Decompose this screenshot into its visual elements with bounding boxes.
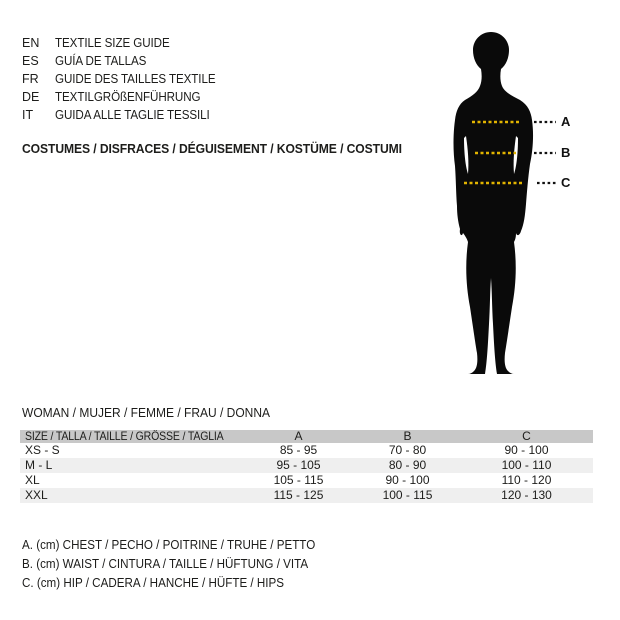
language-code: ES <box>22 54 39 68</box>
waist-cell: 100 - 115 <box>382 488 433 502</box>
size-cell: XL <box>25 473 40 487</box>
hip-label: C <box>561 175 571 190</box>
waist-column-header: B <box>403 430 412 443</box>
chest-cell: 95 - 105 <box>276 458 321 472</box>
hip-column-header: C <box>522 430 531 443</box>
language-code: IT <box>22 108 34 122</box>
chest-cell: 105 - 115 <box>273 473 324 487</box>
size-cell: XS - S <box>25 443 60 457</box>
language-code: EN <box>22 36 40 50</box>
table-row-m-l <box>20 458 593 473</box>
language-row-de <box>22 88 228 106</box>
woman-silhouette <box>454 32 534 374</box>
waist-label: B <box>561 145 571 160</box>
waist-cell: 90 - 100 <box>385 473 430 487</box>
table-row-xs-s <box>20 443 593 458</box>
chest-column-header: A <box>294 430 303 443</box>
woman-silhouette-figure <box>430 20 620 400</box>
language-label: GUÍA DE TALLAS <box>55 54 147 68</box>
language-row-fr <box>22 70 228 88</box>
hip-cell: 120 - 130 <box>501 488 552 502</box>
size-column-header-text: SIZE / TALLA / TAILLE / GRÖSSE / TAGLIA <box>25 430 224 443</box>
language-row-en <box>22 34 228 52</box>
language-label: GUIDA ALLE TAGLIE TESSILI <box>55 108 210 122</box>
section-title-woman: WOMAN / MUJER / FEMME / FRAU / DONNA <box>22 406 271 420</box>
chest-cell: 115 - 125 <box>273 488 324 502</box>
language-label: TEXTILE SIZE GUIDE <box>55 36 170 50</box>
size-cell: M - L <box>25 458 53 472</box>
size-table-header-row <box>20 430 593 443</box>
waist-cell: 70 - 80 <box>388 443 427 457</box>
size-column-header <box>20 430 242 443</box>
language-guide-list <box>22 34 228 124</box>
legend-chest: A. (cm) CHEST / PECHO / POITRINE / TRUHE / PETTO <box>22 538 316 552</box>
language-row-it <box>22 106 228 124</box>
legend-hip: C. (cm) HIP / CADERA / HANCHE / HÜFTE / HIPS <box>22 576 285 590</box>
size-table <box>20 430 593 503</box>
language-code: FR <box>22 72 39 86</box>
chest-cell: 85 - 95 <box>279 443 318 457</box>
language-row-es <box>22 52 228 70</box>
table-row-xl <box>20 473 593 488</box>
language-label: TEXTILGRÖßENFÜHRUNG <box>55 90 201 104</box>
hip-cell: 90 - 100 <box>504 443 549 457</box>
hip-cell: 100 - 110 <box>501 458 552 472</box>
legend-waist: B. (cm) WAIST / CINTURA / TAILLE / HÜFTUNG / VITA <box>22 557 309 571</box>
measure-legend <box>22 536 337 593</box>
hip-cell: 110 - 120 <box>501 473 552 487</box>
language-label: GUIDE DES TAILLES TEXTILE <box>55 72 216 86</box>
table-row-xxl <box>20 488 593 503</box>
waist-cell: 80 - 90 <box>388 458 427 472</box>
size-cell: XXL <box>25 488 48 502</box>
category-title: COSTUMES / DISFRACES / DÉGUISEMENT / KOSTÜME / COSTUMI <box>22 141 402 156</box>
chest-label: A <box>561 114 571 129</box>
language-code: DE <box>22 90 40 104</box>
